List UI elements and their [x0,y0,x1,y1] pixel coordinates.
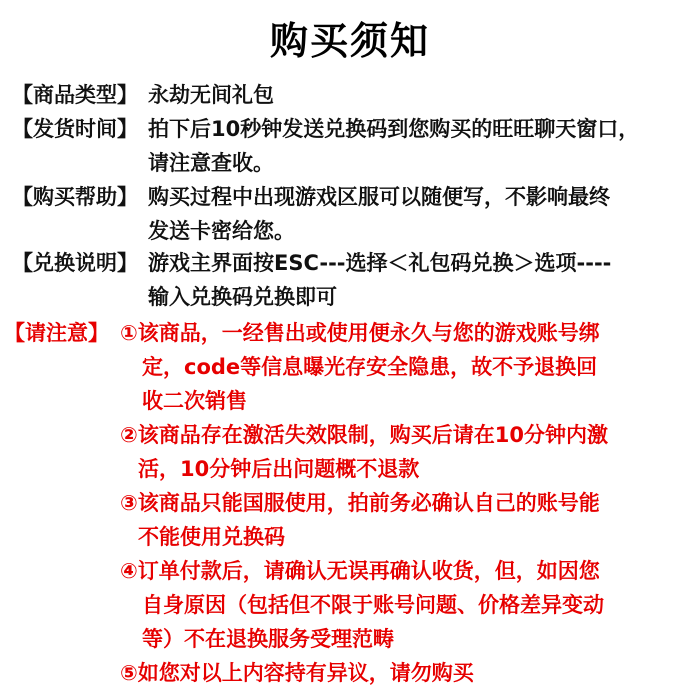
info-label: 【兑换说明】 [12,251,138,275]
info-label: 【商品类型】 [12,83,138,107]
notice-item-2: 活，10分钟后出问题概不退款 [138,457,420,481]
notice-item-1: 定，code等信息曝光存安全隐患，故不予退换回 [142,355,598,379]
info-label: 【购买帮助】 [12,185,138,209]
notice-item-3: 不能使用兑换码 [138,525,285,549]
notice-item-3: ③该商品只能国服使用，拍前务必确认自己的账号能 [120,491,600,515]
notice-item-4: ④订单付款后，请确认无误再确认收货，但，如因您 [120,559,600,583]
info-text: 发送卡密给您。 [148,219,295,243]
notice-item-1: 收二次销售 [142,389,247,413]
notice-item-5: ⑤如您对以上内容持有异议，请勿购买 [120,661,474,685]
info-text: 永劫无间礼包 [148,83,274,107]
notice-item-4: 自身原因（包括但不限于账号问题、价格差异变动 [142,593,604,617]
info-label: 【发货时间】 [12,117,138,141]
info-text: 请注意查收。 [148,151,274,175]
page-title: 购买须知 [269,19,430,63]
info-text: 拍下后10秒钟发送兑换码到您购买的旺旺聊天窗口， [148,117,640,141]
notice-label: 【请注意】 [4,321,109,345]
notice-item-2: ②该商品存在激活失效限制，购买后请在10分钟内激 [120,423,609,447]
notice-item-4: 等）不在退换服务受理范畴 [142,627,394,651]
notice-item-1: ①该商品，一经售出或使用便永久与您的游戏账号绑 [120,321,600,345]
info-text: 购买过程中出现游戏区服可以随便写，不影响最终 [148,185,610,209]
info-text: 游戏主界面按ESC---选择＜礼包码兑换＞选项---- [148,251,612,275]
info-text: 输入兑换码兑换即可 [148,285,337,309]
